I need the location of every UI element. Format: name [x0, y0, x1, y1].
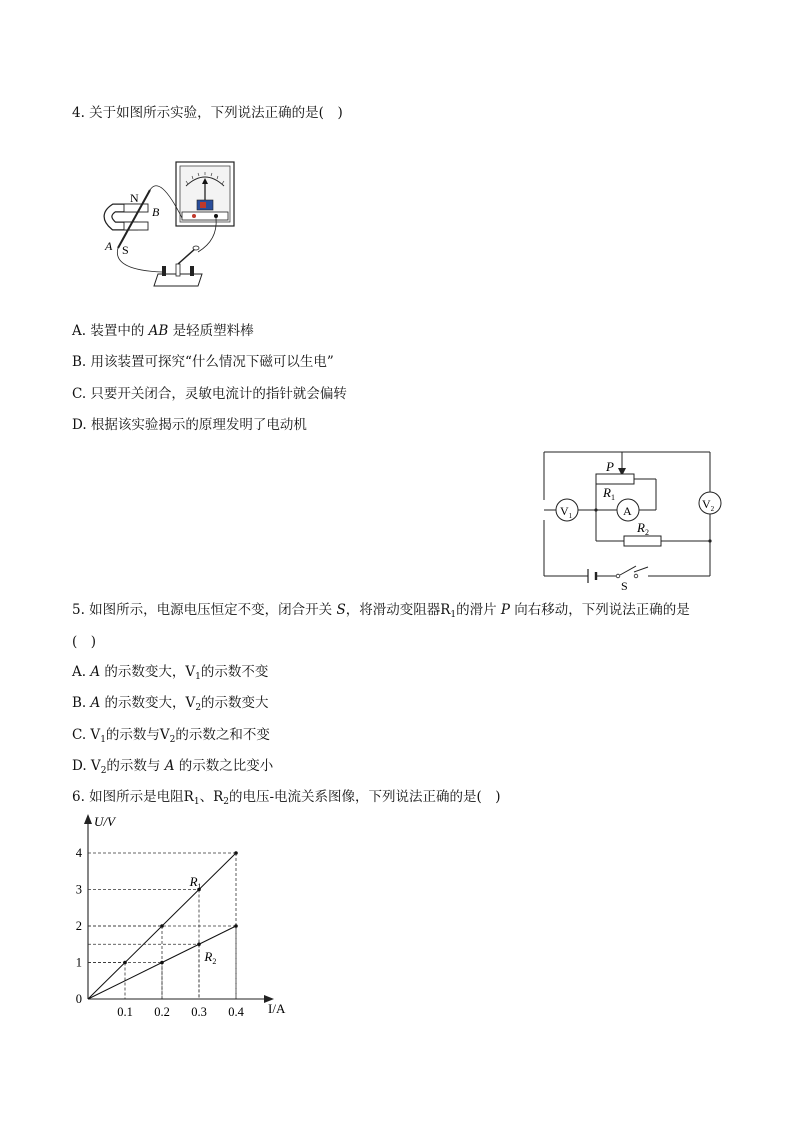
data-point — [197, 942, 201, 946]
q5-option-c-sub2: 2 — [169, 735, 176, 745]
series-label-r1: $R_1$ — [189, 874, 202, 892]
battery-icon — [588, 569, 596, 583]
q5-stem-part3: 的滑片 — [456, 602, 501, 618]
y-tick-label: 4 — [75, 846, 82, 860]
q5-stem-sub: 1 — [450, 610, 457, 620]
q5-option-c-prefix: C. V — [72, 727, 101, 743]
q5-stem-switch: S — [336, 602, 346, 618]
label-ammeter: A — [623, 504, 632, 518]
switch-icon — [154, 246, 202, 286]
x-tick-label: 0.4 — [228, 1005, 244, 1019]
resistor-r1 — [596, 474, 634, 484]
q5-option-b-symbol: A — [90, 695, 101, 711]
q6-stem — [72, 788, 501, 806]
y-tick-label: 1 — [75, 955, 82, 970]
label-r1: $R_1$ — [603, 485, 615, 502]
q6-stem-part3: 的电压-电流关系图像，下列说法正确的是( ) — [228, 789, 501, 805]
q4-option-a-prefix: A. 装置中的 — [72, 323, 149, 339]
data-point — [123, 961, 127, 965]
q6-stem-part1: 6. 如图所示是电阻R — [72, 789, 194, 805]
q5-stem — [72, 601, 690, 619]
label-n: N — [130, 191, 139, 205]
q5-option-c-sub1: 1 — [100, 735, 106, 745]
q5-option-b-mid: 的示数变大，V — [100, 695, 196, 711]
q5-option-b-suffix: 的示数变大 — [201, 695, 269, 711]
q5-option-c-suffix: 的示数之和不变 — [175, 727, 270, 743]
q5-option-a — [72, 663, 268, 681]
q5-option-b — [72, 694, 269, 712]
q5-option-d-mid: 的示数与 — [106, 758, 165, 774]
q6-stem-sub1: 1 — [193, 797, 200, 807]
q5-option-c-mid: 的示数与V — [105, 727, 170, 743]
q5-option-a-prefix: A. — [72, 664, 91, 680]
y-tick-label: 0 — [75, 992, 82, 1006]
q4-figure — [98, 160, 240, 290]
horseshoe-magnet-icon — [108, 204, 148, 230]
q5-option-a-suffix: 的示数不变 — [200, 664, 269, 680]
label-p: P — [606, 459, 614, 474]
q5-option-c — [72, 726, 270, 744]
y-tick-label: 3 — [75, 882, 82, 897]
q4-option-c: C. 只要开关闭合，灵敏电流计的指针就会偏转 — [72, 386, 347, 402]
q4-option-a — [72, 322, 254, 340]
label-v1: $V_1$ — [560, 504, 573, 520]
q5-circuit-diagram — [536, 448, 722, 593]
x-axis-label: I/A — [268, 1001, 286, 1016]
q4-stem: 4. 关于如图所示实验，下列说法正确的是( ) — [72, 105, 343, 121]
label-a: A — [105, 239, 113, 253]
resistor-r2 — [624, 536, 661, 546]
q6-stem-part2: 、R — [199, 789, 224, 805]
data-point — [160, 924, 164, 928]
q5-stem-part1: 5. 如图所示，电源电压恒定不变，闭合开关 — [72, 602, 337, 618]
q4-option-a-suffix: 是轻质塑料棒 — [168, 323, 254, 339]
q5-option-d-prefix: D. V — [72, 758, 101, 774]
q5-stem-bracket: ( ) — [72, 634, 97, 650]
q5-option-d-symbol: A — [164, 758, 175, 774]
q4-option-d: D. 根据该实验揭示的原理发明了电动机 — [72, 417, 307, 433]
q5-stem-slider: P — [500, 602, 511, 618]
q5-option-a-symbol: A — [90, 664, 101, 680]
data-point — [234, 851, 238, 855]
q4-option-a-symbol: AB — [148, 323, 169, 339]
label-b: B — [152, 205, 160, 219]
q5-option-d-sub: 2 — [100, 766, 107, 776]
q5-option-a-mid: 的示数变大，V — [100, 664, 196, 680]
label-r2: $R_2$ — [637, 520, 649, 537]
label-s: S — [621, 579, 628, 593]
x-tick-label: 0.2 — [154, 1005, 170, 1019]
q4-option-b: B. 用该装置可探究“什么情况下磁可以生电” — [72, 354, 334, 370]
series-label-r2: $R_2$ — [204, 949, 217, 967]
q5-stem-part2: ，将滑动变阻器R — [345, 602, 451, 618]
q5-option-b-sub: 2 — [195, 703, 202, 713]
q5-option-a-sub: 1 — [195, 672, 201, 682]
q5-stem-part4: 向右移动，下列说法正确的是 — [510, 602, 690, 618]
q6-uv-chart — [60, 808, 300, 1028]
x-tick-label: 0.1 — [117, 1005, 133, 1019]
q5-option-d-suffix: 的示数之比变小 — [174, 758, 274, 774]
x-tick-label: 0.3 — [191, 1005, 207, 1019]
q6-stem-sub2: 2 — [223, 797, 229, 807]
label-s: S — [122, 243, 129, 257]
galvanometer-icon — [176, 162, 234, 226]
y-tick-label: 2 — [75, 919, 82, 933]
q5-option-d — [72, 757, 273, 775]
q5-option-b-prefix: B. — [72, 695, 91, 711]
data-point — [234, 924, 238, 928]
y-axis-arrow — [84, 814, 92, 824]
y-axis-label: U/V — [94, 814, 115, 829]
data-point — [160, 961, 164, 965]
label-v2: $V_2$ — [702, 497, 715, 513]
